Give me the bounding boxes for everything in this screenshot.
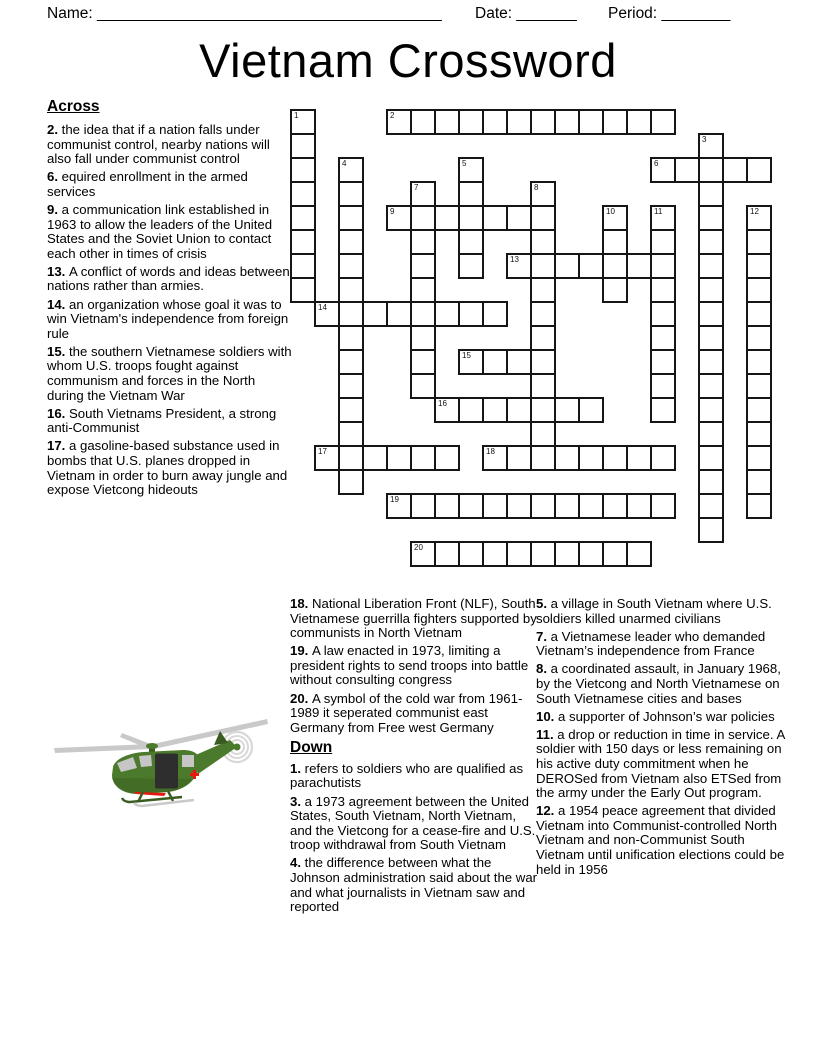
grid-cell — [410, 181, 436, 207]
clue-15: 15. the southern Vietnamese soldiers with whom U.S. troops fought against communism and forces in the North during the Vietnam War — [47, 343, 292, 403]
grid-cell — [650, 301, 676, 327]
grid-cell — [362, 445, 388, 471]
clue-number: 3. — [290, 793, 305, 809]
grid-cell — [458, 157, 484, 183]
grid-cell — [338, 205, 364, 231]
grid-cell — [746, 301, 772, 327]
grid-cell — [458, 181, 484, 207]
grid-cell — [338, 373, 364, 399]
clue-number: 20. — [290, 690, 312, 706]
grid-cell — [698, 133, 724, 159]
grid-cell — [458, 229, 484, 255]
grid-cell — [698, 229, 724, 255]
grid-cell — [554, 445, 580, 471]
grid-cell — [338, 349, 364, 375]
grid-cell — [602, 277, 628, 303]
grid-cell — [626, 109, 652, 135]
grid-cell — [482, 493, 508, 519]
grid-cell-number: 3 — [702, 135, 707, 144]
grid-cell — [578, 445, 604, 471]
grid-cell — [746, 493, 772, 519]
grid-cell — [338, 469, 364, 495]
grid-cell — [386, 493, 412, 519]
grid-cell — [530, 277, 556, 303]
clue-16: 16. South Vietnams President, a strong anti-Communist — [47, 405, 277, 436]
clue-number: 14. — [47, 296, 69, 312]
grid-cell — [458, 253, 484, 279]
grid-cell — [530, 325, 556, 351]
clue-number: 10. — [536, 708, 558, 724]
grid-cell — [650, 397, 676, 423]
grid-cell — [338, 253, 364, 279]
grid-cell — [338, 157, 364, 183]
grid-cell — [482, 541, 508, 567]
grid-cell-number: 17 — [318, 447, 327, 456]
clue-number: 8. — [536, 661, 551, 677]
grid-cell — [746, 277, 772, 303]
grid-cell — [530, 493, 556, 519]
name-field — [47, 5, 442, 23]
grid-cell — [410, 229, 436, 255]
grid-cell — [530, 229, 556, 255]
grid-cell — [698, 373, 724, 399]
bottom-middle-column — [290, 597, 539, 918]
name-label: Name: — [47, 5, 93, 22]
grid-cell-number: 2 — [390, 111, 395, 120]
clue-6: 6. equired enrollment in the armed services — [47, 169, 248, 199]
grid-cell — [530, 205, 556, 231]
grid-cell — [578, 493, 604, 519]
clue-2: 2. the idea that if a nation falls under communist control, nearby nations will also fall under communist control — [47, 122, 270, 167]
grid-cell-number: 7 — [414, 183, 419, 192]
grid-cell — [578, 109, 604, 135]
grid-cell — [698, 325, 724, 351]
clue-number: 19. — [290, 643, 312, 659]
grid-cell — [506, 445, 532, 471]
grid-cell — [338, 421, 364, 447]
grid-cell — [290, 253, 316, 279]
grid-cell-number: 18 — [486, 447, 495, 456]
grid-cell — [626, 541, 652, 567]
grid-cell — [626, 445, 652, 471]
grid-cell — [506, 253, 532, 279]
grid-cell — [554, 541, 580, 567]
grid-cell — [506, 205, 532, 231]
grid-cell — [650, 157, 676, 183]
clue-number: 17. — [47, 438, 69, 454]
grid-cell — [506, 109, 532, 135]
grid-cell-number: 6 — [654, 159, 659, 168]
grid-cell-number: 12 — [750, 207, 759, 216]
clue-14: 14. an organization whose goal it was to win Vietnam's independence from foreign rule — [47, 296, 289, 341]
grid-cell — [362, 301, 388, 327]
across-clues-list — [47, 123, 292, 498]
grid-cell — [338, 397, 364, 423]
grid-cell — [314, 445, 340, 471]
grid-cell — [434, 109, 460, 135]
grid-cell — [650, 445, 676, 471]
grid-cell — [722, 157, 748, 183]
grid-cell — [290, 181, 316, 207]
clue-4: 4. the difference between what the Johnson administration said about the war and what journalists in Vietnam saw and reported — [290, 855, 538, 915]
grid-cell — [530, 541, 556, 567]
grid-cell — [458, 109, 484, 135]
grid-cell — [482, 205, 508, 231]
grid-cell-number: 1 — [294, 111, 299, 120]
grid-cell — [746, 229, 772, 255]
grid-cell — [650, 229, 676, 255]
grid-cell — [458, 301, 484, 327]
grid-cell-number: 4 — [342, 159, 347, 168]
period-blank-line: ________ — [661, 5, 731, 22]
grid-cell — [746, 325, 772, 351]
clue-18: 18. National Liberation Front (NLF), South Vietnamese guerrilla fighters supported by communists in North Vietnam — [290, 596, 537, 641]
grid-cell — [410, 445, 436, 471]
grid-cell — [746, 157, 772, 183]
clue-number: 5. — [536, 596, 551, 611]
grid-cell-number: 9 — [390, 207, 395, 216]
grid-cell — [338, 277, 364, 303]
grid-cell — [458, 493, 484, 519]
grid-cell — [746, 445, 772, 471]
grid-cell — [338, 229, 364, 255]
helicopter-clipart — [46, 706, 278, 808]
grid-cell — [434, 541, 460, 567]
grid-cell — [650, 493, 676, 519]
grid-cell — [410, 325, 436, 351]
grid-cell — [434, 301, 460, 327]
grid-cell — [746, 469, 772, 495]
clue-12: 12. a 1954 peace agreement that divided Vietnam into Communist-controlled North Vietnam and non-Communist South Vietnam until unification elections could be held in 1956 — [536, 803, 785, 877]
grid-cell — [434, 493, 460, 519]
grid-cell-number: 16 — [438, 399, 447, 408]
clue-number: 7. — [536, 628, 551, 644]
grid-cell — [458, 349, 484, 375]
clue-number: 16. — [47, 405, 69, 421]
down-clues-list-continued — [536, 597, 788, 877]
grid-cell — [506, 541, 532, 567]
grid-cell — [410, 373, 436, 399]
grid-cell — [338, 181, 364, 207]
grid-cell — [410, 301, 436, 327]
grid-cell-number: 19 — [390, 495, 399, 504]
grid-cell — [290, 205, 316, 231]
grid-cell — [626, 253, 652, 279]
grid-cell — [410, 205, 436, 231]
grid-cell — [410, 541, 436, 567]
grid-cell — [290, 229, 316, 255]
period-label: Period: — [608, 5, 658, 22]
clue-number: 9. — [47, 201, 62, 217]
grid-cell — [698, 157, 724, 183]
grid-cell — [650, 277, 676, 303]
grid-cell — [602, 445, 628, 471]
grid-cell — [578, 541, 604, 567]
date-label: Date: — [475, 5, 513, 22]
grid-cell — [506, 493, 532, 519]
grid-cell-number: 20 — [414, 543, 423, 552]
across-clues-column — [47, 98, 292, 501]
grid-cell — [410, 493, 436, 519]
grid-cell — [746, 373, 772, 399]
fuselage — [112, 743, 200, 796]
clue-19: 19. A law enacted in 1973, limiting a president rights to send troops into battle without consulting congress — [290, 643, 529, 688]
grid-cell — [482, 301, 508, 327]
grid-cell — [434, 397, 460, 423]
clue-1: 1. refers to soldiers who are qualified as parachutists — [290, 760, 524, 791]
grid-cell — [338, 325, 364, 351]
grid-cell — [698, 277, 724, 303]
grid-cell — [530, 253, 556, 279]
clue-number: 4. — [290, 855, 305, 871]
grid-cell — [386, 301, 412, 327]
grid-cell — [290, 277, 316, 303]
grid-cell — [746, 397, 772, 423]
name-blank-line: ________________________________________ — [96, 5, 442, 22]
across-heading: Across — [47, 98, 100, 115]
grid-cell-number: 15 — [462, 351, 471, 360]
grid-cell — [698, 397, 724, 423]
grid-cell — [698, 301, 724, 327]
bottom-right-column — [536, 597, 788, 881]
grid-cell — [746, 421, 772, 447]
grid-cell — [434, 445, 460, 471]
grid-cell — [650, 253, 676, 279]
grid-cell — [602, 229, 628, 255]
grid-cell — [530, 445, 556, 471]
grid-cell — [530, 373, 556, 399]
grid-cell — [578, 253, 604, 279]
clue-20: 20. A symbol of the cold war from 1961-1989 it seperated communist east Germany from Free west Germany — [290, 690, 523, 735]
grid-cell — [698, 493, 724, 519]
grid-cell — [746, 253, 772, 279]
grid-cell — [530, 397, 556, 423]
clue-8: 8. a coordinated assault, in January 1968, by the Vietcong and North Vietnamese on South Vietnamese cities and bases — [536, 661, 781, 706]
clue-number: 12. — [536, 803, 558, 819]
clue-5: 5. a village in South Vietnam where U.S. soldiers killed unarmed civilians — [536, 596, 772, 626]
grid-cell — [530, 421, 556, 447]
grid-cell — [602, 493, 628, 519]
grid-cell — [698, 445, 724, 471]
grid-cell — [482, 109, 508, 135]
clue-9: 9. a communication link established in 1963 to allow the leaders of the United States and the Soviet Union to contact each other in times of crisis — [47, 201, 273, 261]
clue-number: 18. — [290, 596, 312, 611]
grid-cell — [458, 541, 484, 567]
clue-7: 7. a Vietnamese leader who demanded Vietnam’s independence from France — [536, 628, 766, 659]
down-clues-list — [290, 762, 539, 915]
grid-cell-number: 13 — [510, 255, 519, 264]
grid-cell — [602, 253, 628, 279]
grid-cell — [698, 205, 724, 231]
grid-cell — [698, 517, 724, 543]
grid-cell — [746, 205, 772, 231]
clue-17: 17. a gasoline-based substance used in bombs that U.S. planes dropped in Vietnam in order to burn away jungle and expose Vietcong hideouts — [47, 438, 288, 498]
grid-cell — [530, 181, 556, 207]
period-field — [608, 5, 730, 23]
grid-cell — [290, 157, 316, 183]
grid-cell — [698, 349, 724, 375]
grid-cell — [530, 349, 556, 375]
grid-cell — [386, 205, 412, 231]
grid-cell — [410, 109, 436, 135]
grid-cell — [338, 445, 364, 471]
page-title: Vietnam Crossword — [199, 34, 617, 87]
grid-cell — [698, 181, 724, 207]
grid-cell — [530, 301, 556, 327]
grid-cell-number: 5 — [462, 159, 467, 168]
grid-cell — [410, 277, 436, 303]
clue-number: 2. — [47, 122, 62, 137]
grid-cell — [650, 205, 676, 231]
grid-cell — [602, 109, 628, 135]
clue-number: 1. — [290, 760, 305, 776]
grid-cell — [434, 205, 460, 231]
grid-cell — [554, 493, 580, 519]
grid-cell — [458, 205, 484, 231]
grid-cell — [314, 301, 340, 327]
grid-cell-number: 14 — [318, 303, 327, 312]
clue-number: 13. — [47, 263, 69, 279]
grid-cell — [386, 109, 412, 135]
grid-cell — [650, 109, 676, 135]
grid-cell — [458, 397, 484, 423]
grid-cell — [290, 109, 316, 135]
down-heading: Down — [290, 738, 333, 756]
clue-3: 3. a 1973 agreement between the United States, South Vietnam, North Vietnam, and the Vietcong for a cease-fire and U.S. troop withdrawal from South Vietnam — [290, 793, 536, 853]
grid-cell — [554, 253, 580, 279]
grid-cell — [602, 541, 628, 567]
grid-cell — [650, 373, 676, 399]
grid-cell — [410, 253, 436, 279]
grid-cell — [482, 445, 508, 471]
grid-cell — [698, 421, 724, 447]
grid-cell — [530, 109, 556, 135]
grid-cell-number: 10 — [606, 207, 615, 216]
grid-cell — [482, 397, 508, 423]
grid-cell — [578, 397, 604, 423]
grid-cell — [554, 109, 580, 135]
grid-cell — [698, 253, 724, 279]
grid-cell — [338, 301, 364, 327]
grid-cell — [746, 349, 772, 375]
grid-cell — [650, 349, 676, 375]
clue-10: 10. a supporter of Johnson’s war policies — [536, 708, 775, 724]
clue-13: 13. A conflict of words and ideas between nations rather than armies. — [47, 263, 290, 294]
crossword-grid — [291, 110, 773, 568]
across-clues-list-continued — [290, 597, 539, 735]
grid-cell — [506, 349, 532, 375]
grid-cell — [626, 493, 652, 519]
clue-number: 11. — [536, 726, 558, 742]
grid-cell — [650, 325, 676, 351]
grid-cell — [554, 397, 580, 423]
clue-number: 15. — [47, 343, 69, 359]
grid-cell-number: 11 — [654, 207, 663, 216]
grid-cell — [386, 445, 412, 471]
grid-cell — [602, 205, 628, 231]
clue-number: 6. — [47, 169, 62, 185]
grid-cell — [410, 349, 436, 375]
grid-cell — [698, 469, 724, 495]
grid-cell — [290, 133, 316, 159]
date-field — [475, 5, 577, 23]
grid-cell — [674, 157, 700, 183]
grid-cell — [506, 397, 532, 423]
clue-11: 11. a drop or reduction in time in service. A soldier with 150 days or less remaining on his active duty commitment when he DEROSed from Vietnam also ETSed from the army under the Early Out program. — [536, 726, 785, 801]
date-blank-line: _______ — [516, 5, 577, 22]
grid-cell-number: 8 — [534, 183, 539, 192]
grid-cell — [482, 349, 508, 375]
